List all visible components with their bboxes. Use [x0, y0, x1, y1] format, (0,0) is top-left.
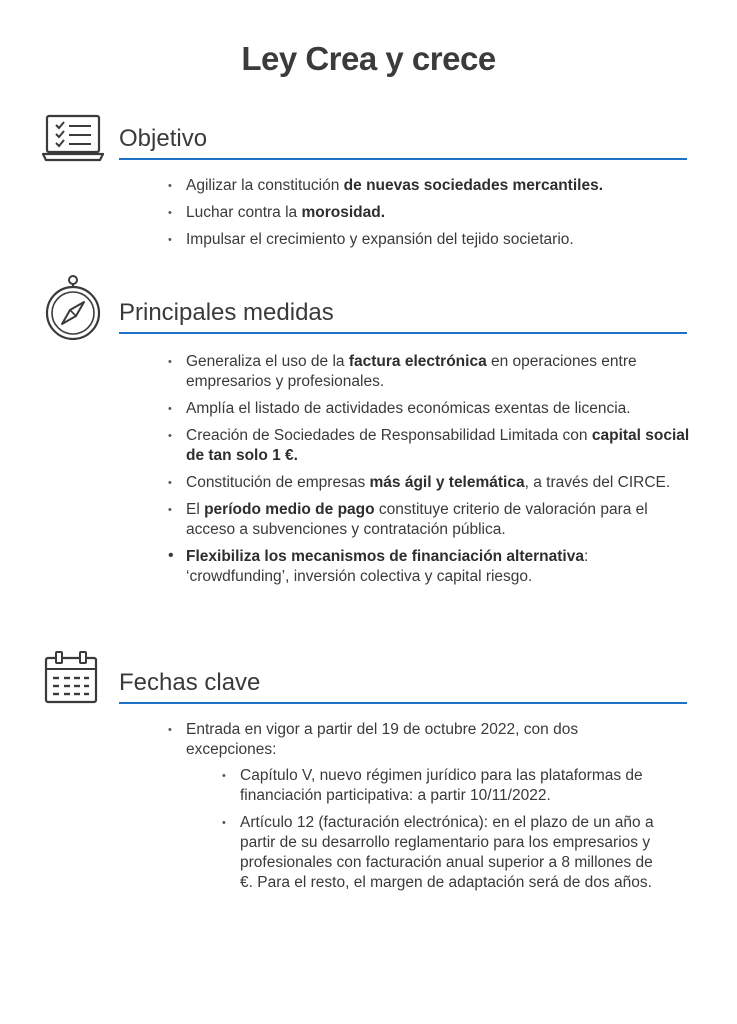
fechas-sublist	[222, 766, 658, 893]
list-item: • Entrada en vigor a partir del 19 de octubre 2022, con dos excepciones: • Capítulo V, nuevo régimen jurídico para las plataformas de financiación participativa: a partir 10/11/2022. • Artículo 12 (facturación electrónica): en el plazo de un año a partir de su desarrollo reglamentario para los empresarios y profesionales con facturación anual superior a 8 millones de €. Para el resto, el margen de adaptación será de dos años.	[168, 720, 658, 893]
compass-icon	[42, 272, 104, 340]
list-item: • Flexibiliza los mecanismos de financiación alternativa: ‘crowdfunding’, inversión colectiva y capital riesgo.	[168, 547, 693, 587]
list-item: • El período medio de pago constituye criterio de valoración para el acceso a subvenciones y contratación pública.	[168, 500, 693, 540]
list-item: • Creación de Sociedades de Responsabilidad Limitada con capital social de tan solo 1 €.	[168, 426, 693, 466]
checklist-laptop-icon	[42, 114, 104, 162]
section-heading-fechas: Fechas clave	[119, 668, 687, 704]
fechas-list	[168, 720, 658, 900]
list-item: • Impulsar el crecimiento y expansión del tejido societario.	[168, 230, 698, 250]
calendar-icon	[42, 650, 100, 706]
list-item: • Generaliza el uso de la factura electrónica en operaciones entre empresarios y profesionales.	[168, 352, 693, 392]
section-heading-objetivo: Objetivo	[119, 124, 687, 160]
sub-list-item: • Capítulo V, nuevo régimen jurídico para las plataformas de financiación participativa: a partir 10/11/2022.	[222, 766, 658, 806]
objetivo-list	[168, 176, 698, 257]
list-item: • Constitución de empresas más ágil y telemática, a través del CIRCE.	[168, 473, 693, 493]
section-heading-medidas: Principales medidas	[119, 298, 687, 334]
list-item: • Luchar contra la morosidad.	[168, 203, 698, 223]
sub-list-item: • Artículo 12 (facturación electrónica): en el plazo de un año a partir de su desarrollo reglamentario para los empresarios y profesionales con facturación anual superior a 8 millones de €. Para el resto, el margen de adaptación será de dos años.	[222, 813, 658, 893]
list-item: • Amplía el listado de actividades económicas exentas de licencia.	[168, 399, 693, 419]
page-title: Ley Crea y crece	[241, 40, 496, 77]
medidas-list	[168, 352, 693, 594]
list-item: • Agilizar la constitución de nuevas sociedades mercantiles.	[168, 176, 698, 196]
